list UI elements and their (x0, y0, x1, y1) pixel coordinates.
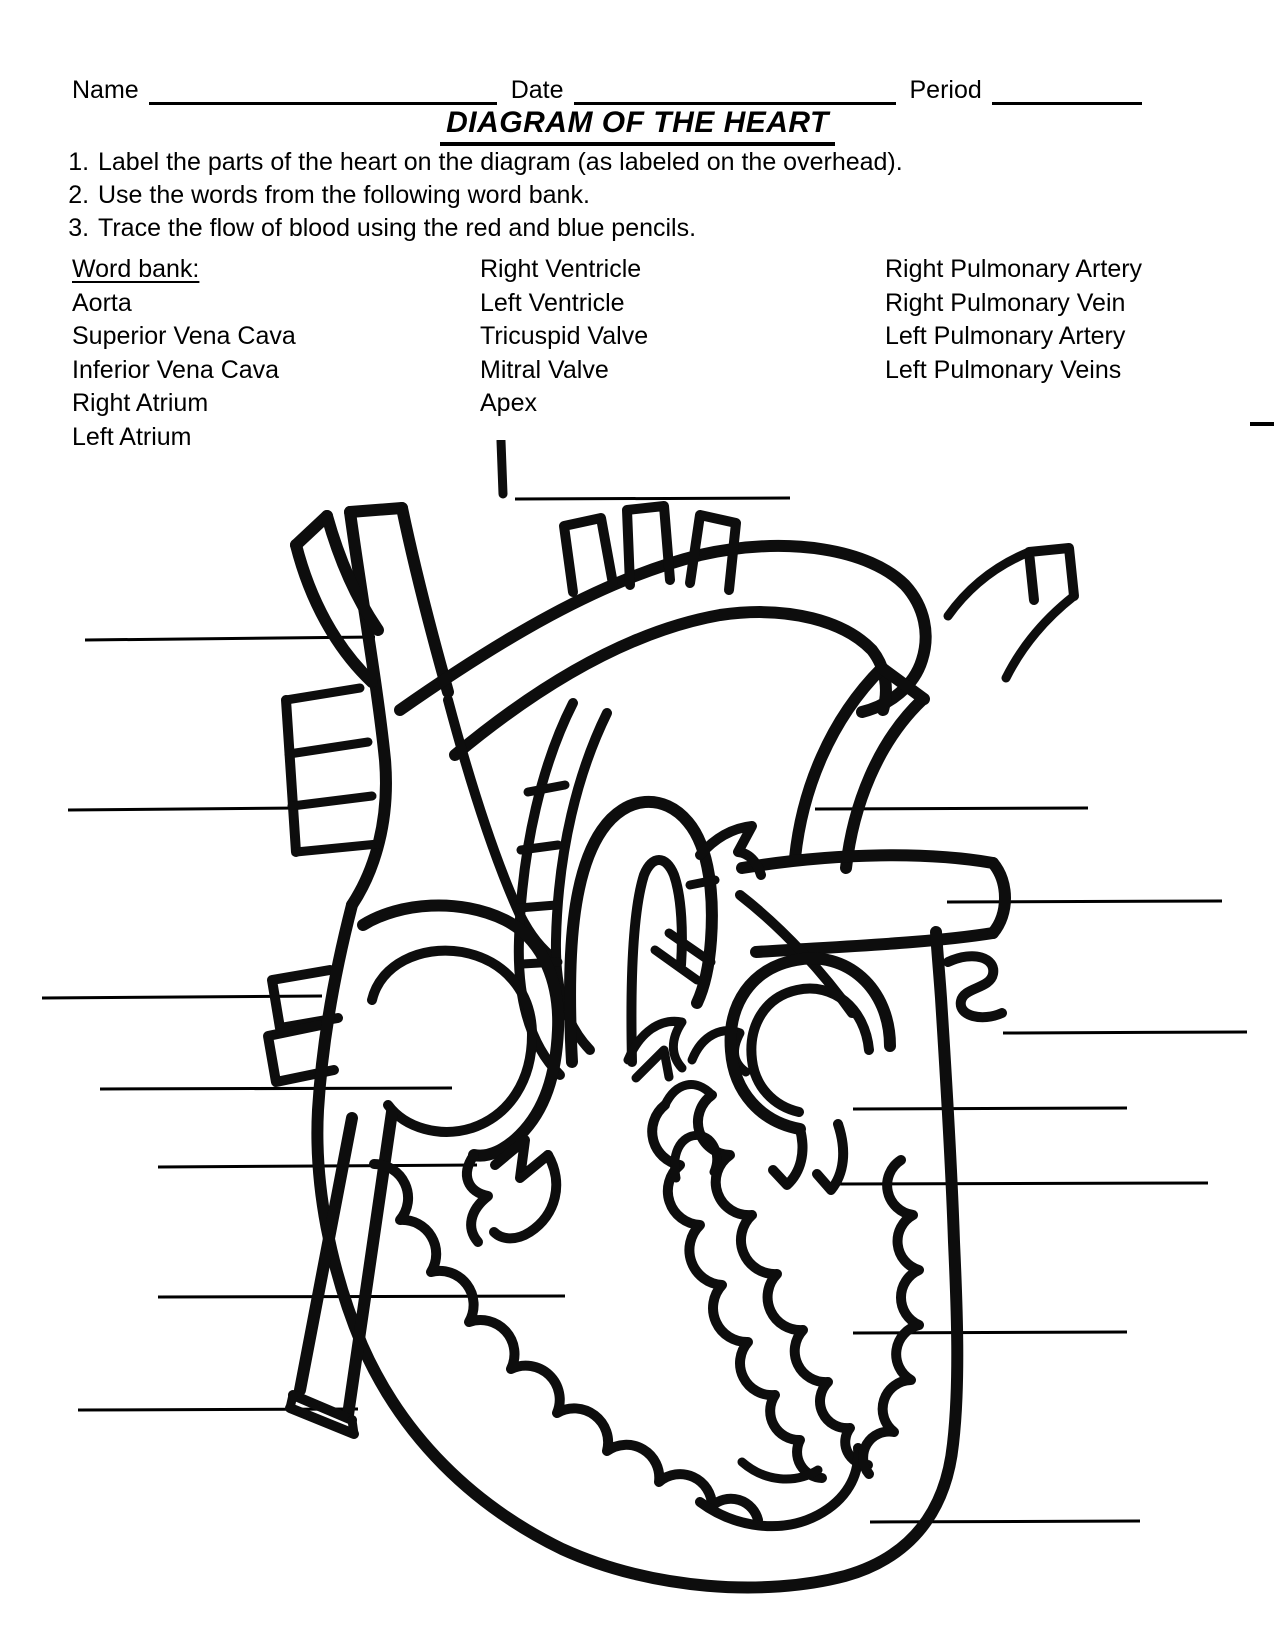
left-atrium-outline (731, 958, 890, 1129)
apex-inner-scallops (700, 1448, 858, 1526)
word-bank-item: Tricuspid Valve (480, 322, 649, 350)
left-ventricle-wall (863, 1160, 919, 1474)
word-bank-item: Superior Vena Cava (72, 322, 296, 350)
word-bank-heading: Word bank: (72, 255, 200, 283)
word-bank-item: Left Atrium (72, 422, 192, 451)
right-atrium-outline (363, 905, 558, 1242)
answer-blank-line-right-5 (837, 1183, 1208, 1184)
word-bank-item: Right Atrium (72, 389, 209, 417)
answer-blank-line-top (515, 498, 790, 499)
aortic-arch-outline (400, 546, 926, 755)
heart-outline (317, 905, 957, 1588)
name-blank-line (149, 72, 497, 105)
header-row (72, 72, 1162, 105)
date-blank-line (574, 72, 896, 105)
word-bank-item: Left Ventricle (480, 288, 625, 317)
instruction-step-1: 1. Label the parts of the heart on the diagram (as labeled on the overhead). (96, 146, 903, 179)
answer-blank-line-left-4 (100, 1088, 452, 1089)
word-bank-item: Left Pulmonary Artery (885, 322, 1126, 350)
word-bank-item: Right Pulmonary Vein (885, 288, 1126, 317)
heart-diagram-image (0, 440, 1275, 1650)
right-pulmonary-artery-segments (286, 688, 378, 852)
word-bank-item: Left Pulmonary Veins (885, 355, 1122, 384)
mitral-valve-flaps (675, 1124, 844, 1190)
stray-dash-mark (1250, 422, 1274, 426)
answer-blank-line-left-2 (68, 808, 300, 810)
word-bank-item: Apex (480, 389, 537, 417)
name-label: Name (72, 76, 139, 104)
word-bank-column-1 (72, 253, 480, 454)
answer-blank-line-right-2 (947, 901, 1222, 902)
word-bank-column-2 (480, 253, 885, 454)
answer-blank-lines (42, 498, 1247, 1522)
period-label: Period (909, 76, 982, 104)
instruction-step-3: 3. Trace the flow of blood using the red and blue pencils. (96, 212, 903, 245)
valve-flap-lines (655, 950, 697, 980)
word-bank-item: Right Ventricle (480, 255, 642, 283)
answer-blank-line-right-4 (853, 1108, 1127, 1109)
answer-blank-line-right-3 (1003, 1032, 1247, 1033)
word-bank-item: Aorta (72, 288, 132, 317)
word-bank-item: Right Pulmonary Artery (885, 255, 1143, 283)
answer-blank-line-right-6 (853, 1332, 1127, 1333)
answer-blank-line-bottom (870, 1521, 1140, 1522)
word-bank-item: Inferior Vena Cava (72, 355, 280, 384)
date-label: Date (510, 76, 564, 104)
left-pulmonary-artery-outline (795, 668, 924, 868)
instructions-list (58, 146, 903, 245)
word-bank-item: Mitral Valve (480, 355, 609, 384)
word-bank (72, 253, 1235, 454)
aortic-arch-branch-stubs (501, 441, 1074, 678)
pulmonary-vein-squiggle (948, 956, 1002, 1017)
page-title-wrap (0, 106, 1275, 146)
word-bank-column-3 (885, 253, 1142, 454)
instruction-step-2: 2. Use the words from the following word bank. (96, 179, 903, 212)
tricuspid-valve-flaps (494, 1140, 556, 1238)
page-title: DIAGRAM OF THE HEART (440, 106, 835, 146)
right-ventricle-wall (374, 1164, 758, 1520)
period-blank-line (992, 72, 1142, 105)
